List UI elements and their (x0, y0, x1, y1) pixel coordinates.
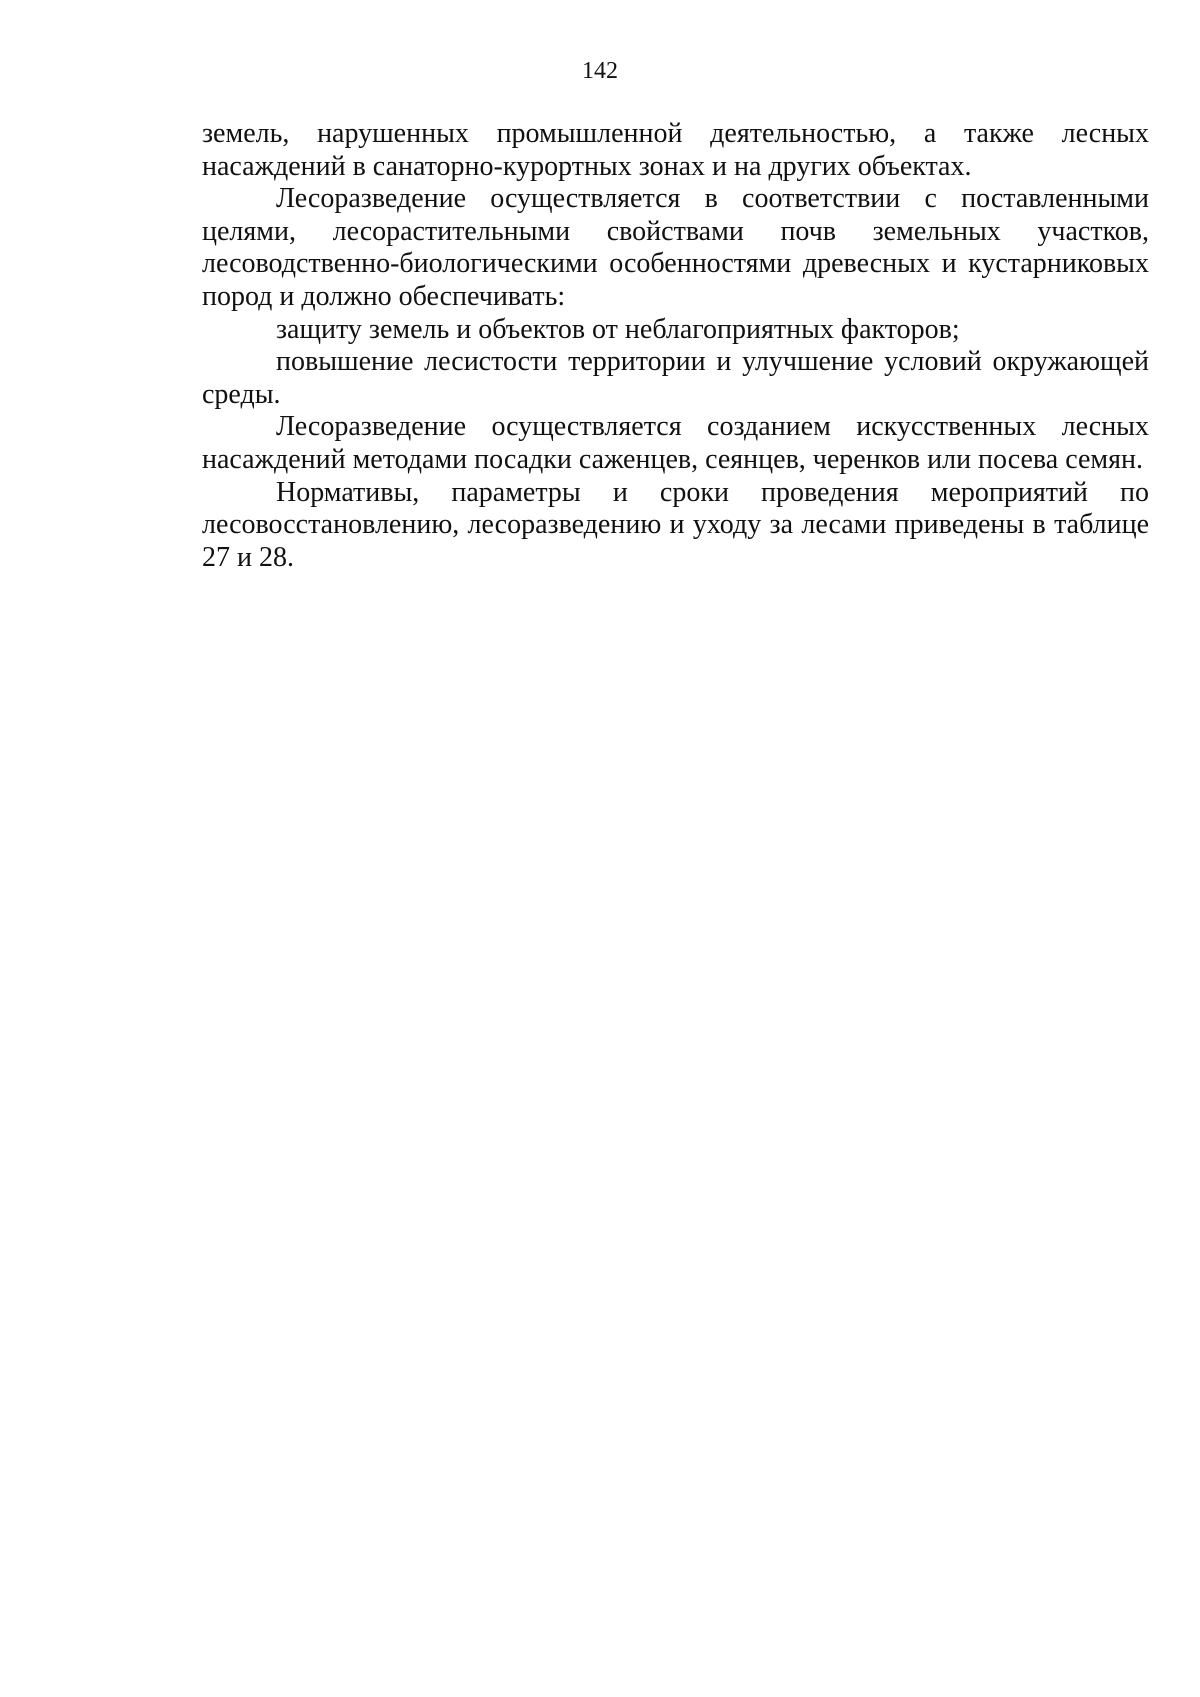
paragraph-continuation: земель, нарушенных промышленной деятельностью, а также лесных насаждений в санаторно-курортных зонах и на других объектах. (202, 118, 1149, 182)
paragraph-afforestation-methods: Лесоразведение осуществляется созданием искусственных лесных насаждений методами посадки саженцев, сеянцев, черенков или посева семян. (202, 411, 1149, 475)
body-text (202, 118, 1149, 574)
paragraph-forest-cover-increase: повышение лесистости территории и улучшение условий окружающей среды. (202, 346, 1149, 410)
paragraph-land-protection: защиту земель и объектов от неблагоприятных факторов; (276, 313, 960, 345)
paragraph-standards-reference: Нормативы, параметры и сроки проведения мероприятий по лесовосстановлению, лесоразведению и уходу за лесами приведены в таблице 27 и 28. (202, 476, 1149, 573)
page-number: 142 (582, 58, 618, 84)
paragraph-afforestation-purpose: Лесоразведение осуществляется в соответствии с поставленными целями, лесорастительными свойствами почв земельных участков, лесоводственно-биологическими особенностями древесных и кустарниковых пород и должно обеспечивать: (202, 183, 1149, 312)
